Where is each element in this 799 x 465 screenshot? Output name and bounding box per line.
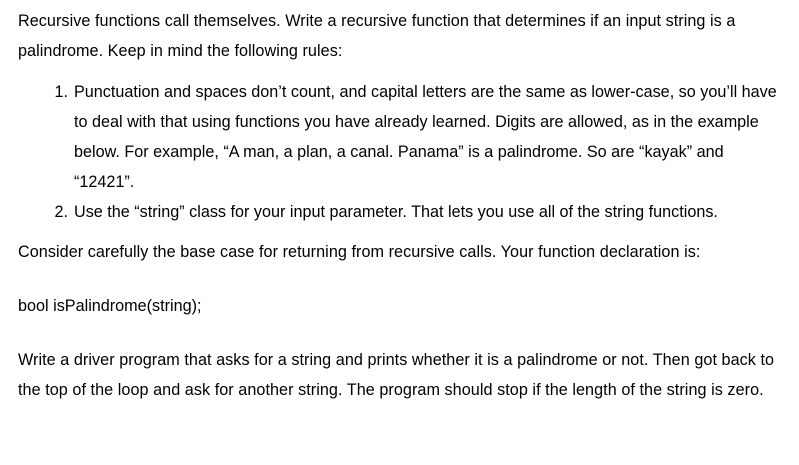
intro-paragraph: Recursive functions call themselves. Write a recursive function that determines if an input string is a palindrome. Keep in mind the following rules: [18, 12, 736, 60]
base-case-paragraph: Consider carefully the base case for returning from recursive calls. Your function declaration is: [18, 243, 701, 261]
function-declaration: bool isPalindrome(string); [18, 297, 202, 316]
list-item: Use the “string” class for your input parameter. That lets you use all of the string functions. [74, 203, 718, 221]
rules-list [18, 77, 777, 227]
spacer [18, 337, 777, 345]
spacer [18, 267, 777, 275]
list-item: Punctuation and spaces don’t count, and capital letters are the same as lower-case, so you’ll have to deal with that using functions you have already learned. Digits are allowed, as in the example below. For example, “A man, a plan, a canal. Panama” is a palindrome. So are “kayak” and “12421”. [74, 83, 777, 191]
driver-program-paragraph: Write a driver program that asks for a string and prints whether it is a palindrome or not. Then got back to the top of the loop and ask for another string. The program should stop if the length of the string is zero. [18, 351, 775, 400]
spacer [18, 227, 777, 237]
